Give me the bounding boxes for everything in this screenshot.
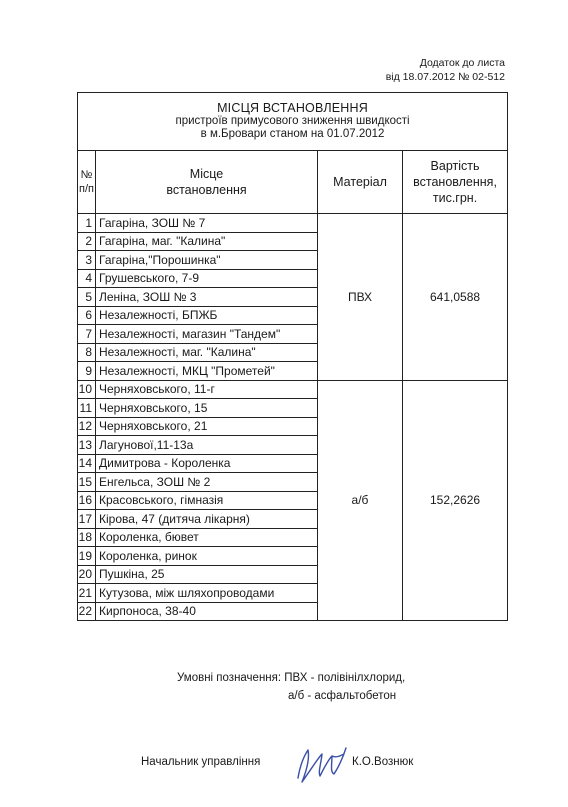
legend	[177, 669, 405, 705]
column-header-cost-line1: Вартість	[430, 159, 480, 173]
row-number: 2	[78, 232, 96, 251]
row-place: Красовського, гімназія	[96, 491, 318, 510]
row-number: 20	[78, 565, 96, 584]
table-title-line1: МІСЦЯ ВСТАНОВЛЕННЯ	[217, 100, 368, 115]
row-number: 21	[78, 584, 96, 603]
column-header-cost-line3: тис.грн.	[432, 191, 478, 205]
column-header-number	[78, 151, 96, 214]
row-place: Кірова, 47 (дитяча лікарня)	[96, 510, 318, 529]
column-header-material	[318, 151, 403, 214]
row-place: Кутузова, між шляхопроводами	[96, 584, 318, 603]
row-number: 12	[78, 417, 96, 436]
table-title	[78, 93, 508, 151]
row-number: 16	[78, 491, 96, 510]
row-place: Незалежності, БПЖБ	[96, 306, 318, 325]
row-place: Гагаріна, маг. "Калина"	[96, 232, 318, 251]
row-number: 14	[78, 454, 96, 473]
row-number: 9	[78, 362, 96, 381]
attachment-note	[386, 56, 505, 84]
column-header-material-label: Матеріал	[333, 175, 387, 189]
row-number: 4	[78, 269, 96, 288]
group-cost: 152,2626	[403, 380, 508, 621]
column-header-number-line2: п/п	[79, 183, 94, 195]
row-number: 11	[78, 399, 96, 418]
row-number: 3	[78, 251, 96, 270]
legend-line1: Умовні позначення: ПВХ - полівінілхлорид,	[177, 672, 406, 684]
row-place: Грушевського, 7-9	[96, 269, 318, 288]
row-number: 17	[78, 510, 96, 529]
group-material: ПВХ	[318, 214, 403, 381]
row-number: 6	[78, 306, 96, 325]
group-cost: 641,0588	[403, 214, 508, 381]
row-place: Черняховського, 15	[96, 399, 318, 418]
table-row	[78, 380, 508, 399]
column-header-number-line1: №	[80, 169, 93, 181]
handwritten-signature	[288, 738, 356, 790]
row-number: 10	[78, 380, 96, 399]
signatory-name: К.О.Вознюк	[352, 756, 414, 768]
row-number: 22	[78, 602, 96, 621]
row-place: Гагаріна,"Порошинка"	[96, 251, 318, 270]
row-place: Леніна, ЗОШ № 3	[96, 288, 318, 307]
row-place: Лагунової,11-13а	[96, 436, 318, 455]
row-place: Черняховського, 11-г	[96, 380, 318, 399]
column-header-cost	[403, 151, 508, 214]
table-title-line3: в м.Бровари станом на 01.07.2012	[200, 127, 385, 140]
table-header-row	[78, 151, 508, 214]
row-place: Димитрова - Короленка	[96, 454, 318, 473]
attachment-note-line1: Додаток до листа	[419, 57, 505, 69]
group-material: а/б	[318, 380, 403, 621]
signatory-position: Начальник управління	[141, 756, 261, 768]
row-number: 7	[78, 325, 96, 344]
table-title-line2: пристроїв примусового зниження швидкості	[175, 114, 410, 127]
row-number: 8	[78, 343, 96, 362]
installation-table	[77, 92, 508, 621]
row-number: 18	[78, 528, 96, 547]
column-header-place-line1: Місце	[189, 167, 224, 181]
row-number: 13	[78, 436, 96, 455]
row-number: 5	[78, 288, 96, 307]
table-row	[78, 214, 508, 233]
column-header-cost-line2: встановлення,	[413, 175, 497, 189]
row-number: 19	[78, 547, 96, 566]
row-place: Кирпоноса, 38-40	[96, 602, 318, 621]
row-place: Короленка, ринок	[96, 547, 318, 566]
row-place: Пушкіна, 25	[96, 565, 318, 584]
row-place: Енгельса, ЗОШ № 2	[96, 473, 318, 492]
row-place: Короленка, бювет	[96, 528, 318, 547]
column-header-place-line2: встановлення	[166, 183, 247, 197]
row-place: Гагаріна, ЗОШ № 7	[96, 214, 318, 233]
row-place: Незалежності, маг. "Калина"	[96, 343, 318, 362]
row-number: 1	[78, 214, 96, 233]
row-place: Незалежності, магазин "Тандем"	[96, 325, 318, 344]
attachment-note-line2: від 18.07.2012 № 02-512	[385, 71, 505, 83]
row-place: Черняховського, 21	[96, 417, 318, 436]
row-place: Незалежності, МКЦ "Прометей"	[96, 362, 318, 381]
column-header-place	[96, 151, 318, 214]
legend-line2: а/б - асфальтобетон	[288, 690, 397, 702]
row-number: 15	[78, 473, 96, 492]
